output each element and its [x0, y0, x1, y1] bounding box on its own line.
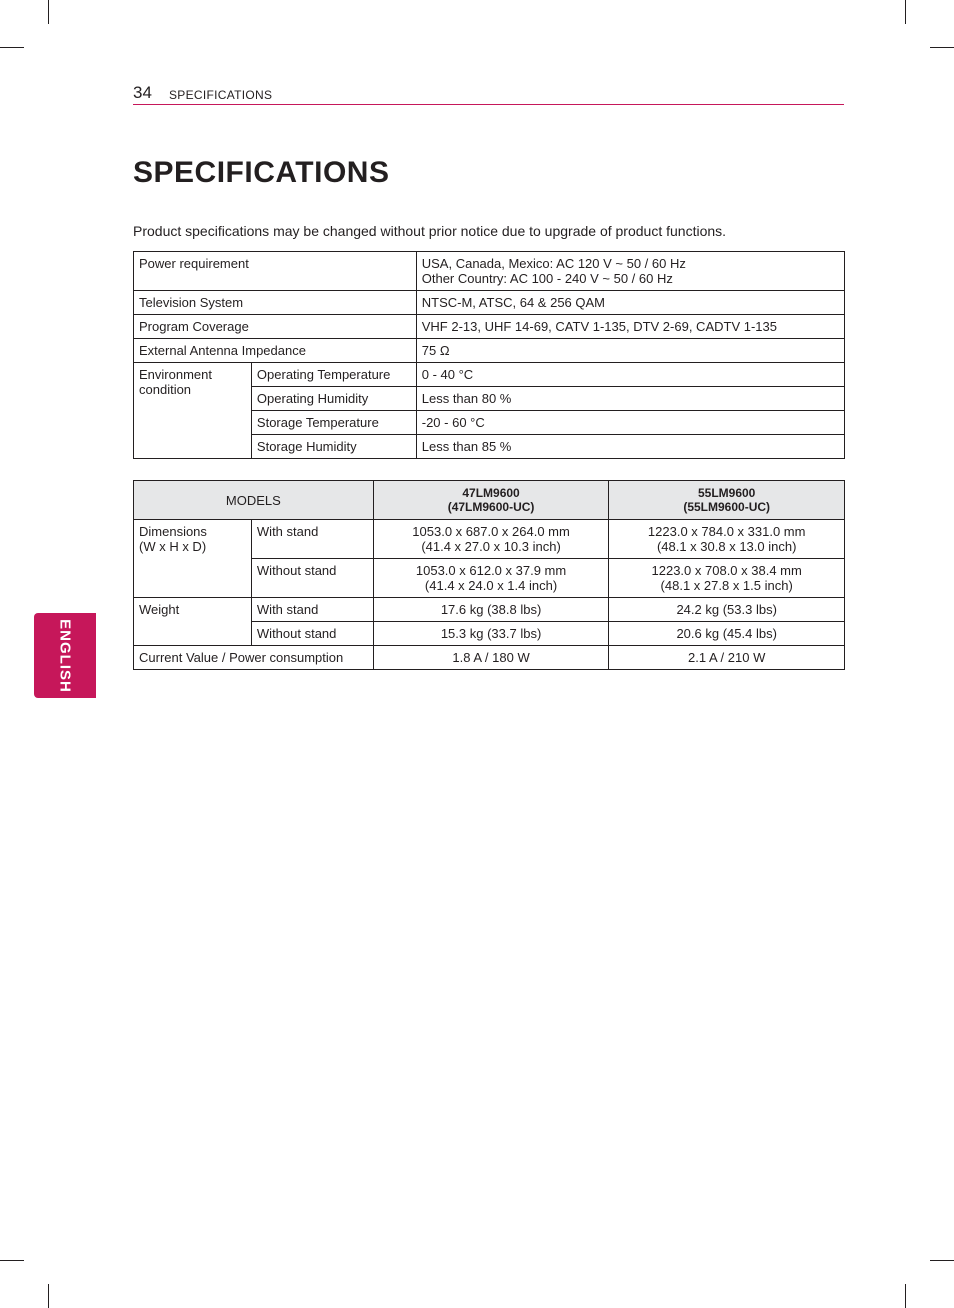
table-cell-group-label [134, 363, 252, 459]
model-code: (55LM9600-UC) [683, 500, 771, 514]
dimensions-label-line: (W x H x D) [139, 539, 207, 554]
value-line: (41.4 x 27.0 x 10.3 inch) [421, 539, 561, 554]
crop-mark [905, 1284, 906, 1308]
table-cell-label: Operating Temperature [251, 363, 416, 387]
model-name: 47LM9600 [462, 486, 520, 500]
language-label: ENGLISH [56, 618, 74, 693]
model-code: (47LM9600-UC) [447, 500, 535, 514]
table-cell-label: Operating Humidity [251, 387, 416, 411]
crop-mark [48, 1284, 49, 1308]
value-line: 1053.0 x 687.0 x 264.0 mm [412, 524, 570, 539]
header-section-title: SPECIFICATIONS [169, 88, 273, 102]
value-line: (48.1 x 27.8 x 1.5 inch) [660, 578, 793, 593]
table-cell-value: 0 - 40 °C [416, 363, 844, 387]
specifications-table [133, 251, 845, 459]
value-line: 1223.0 x 784.0 x 331.0 mm [647, 524, 806, 539]
table-row [134, 598, 845, 622]
value-line: 1053.0 x 612.0 x 37.9 mm [415, 563, 567, 578]
table-row [134, 339, 845, 363]
power-value-line: USA, Canada, Mexico: AC 120 V ~ 50 / 60 Hz [421, 256, 686, 271]
table-cell-label: Current Value / Power consumption [134, 646, 374, 670]
crop-mark [48, 0, 49, 24]
table-cell-value [416, 252, 844, 291]
value-line: (48.1 x 30.8 x 13.0 inch) [656, 539, 797, 554]
model-header [609, 481, 845, 520]
table-row [134, 520, 845, 559]
model-header [373, 481, 609, 520]
table-cell-value: -20 - 60 °C [416, 411, 844, 435]
page-header [133, 83, 844, 105]
table-cell-value [373, 559, 609, 598]
table-cell-value: 17.6 kg (38.8 lbs) [373, 598, 609, 622]
table-cell-value: 2.1 A / 210 W [609, 646, 845, 670]
page-number: 34 [133, 83, 152, 102]
table-cell-value: 15.3 kg (33.7 lbs) [373, 622, 609, 646]
crop-mark [0, 1260, 24, 1261]
table-cell-value: NTSC-M, ATSC, 64 & 256 QAM [416, 291, 844, 315]
table-cell-value [373, 520, 609, 559]
table-cell-label: Storage Humidity [251, 435, 416, 459]
table-cell-label: Television System [134, 291, 417, 315]
model-name: 55LM9600 [697, 486, 756, 500]
table-header-row [134, 481, 845, 520]
table-cell-value: Less than 80 % [416, 387, 844, 411]
table-cell-label: Power requirement [134, 252, 417, 291]
table-row [134, 363, 845, 387]
table-cell-label: Program Coverage [134, 315, 417, 339]
table-cell-label: Storage Temperature [251, 411, 416, 435]
power-value-line: Other Country: AC 100 - 240 V ~ 50 / 60 Hz [421, 271, 673, 286]
crop-mark [905, 0, 906, 24]
value-line: 1223.0 x 708.0 x 38.4 mm [651, 563, 802, 578]
table-cell-label: With stand [251, 520, 373, 559]
environment-label-line: Environment [139, 367, 212, 382]
crop-mark [0, 47, 24, 48]
models-table [133, 480, 845, 670]
table-cell-value: Less than 85 % [416, 435, 844, 459]
table-row [134, 291, 845, 315]
language-side-tab [34, 613, 96, 698]
table-cell-value: 75 Ω [416, 339, 844, 363]
table-cell-value: 1.8 A / 180 W [373, 646, 609, 670]
table-cell-label: With stand [251, 598, 373, 622]
table-row [134, 646, 845, 670]
environment-label-line: condition [139, 382, 192, 397]
table-cell-value: 20.6 kg (45.4 lbs) [609, 622, 845, 646]
table-row [134, 252, 845, 291]
table-cell-label: Without stand [251, 559, 373, 598]
table-cell-group-label: Weight [134, 598, 252, 646]
table-cell-group-label [134, 520, 252, 598]
crop-mark [930, 47, 954, 48]
table-cell-value: 24.2 kg (53.3 lbs) [609, 598, 845, 622]
dimensions-label-line: Dimensions [139, 524, 207, 539]
intro-text: Product specifications may be changed without prior notice due to upgrade of product functions. [133, 223, 727, 239]
table-cell-value [609, 520, 845, 559]
table-row [134, 315, 845, 339]
table-cell-value: VHF 2-13, UHF 14-69, CATV 1-135, DTV 2-69, CADTV 1-135 [416, 315, 844, 339]
page-title: SPECIFICATIONS [133, 156, 390, 189]
table-cell-label: External Antenna Impedance [134, 339, 417, 363]
crop-mark [930, 1260, 954, 1261]
models-header: MODELS [134, 481, 374, 520]
table-cell-value [609, 559, 845, 598]
value-line: (41.4 x 24.0 x 1.4 inch) [424, 578, 558, 593]
table-cell-label: Without stand [251, 622, 373, 646]
